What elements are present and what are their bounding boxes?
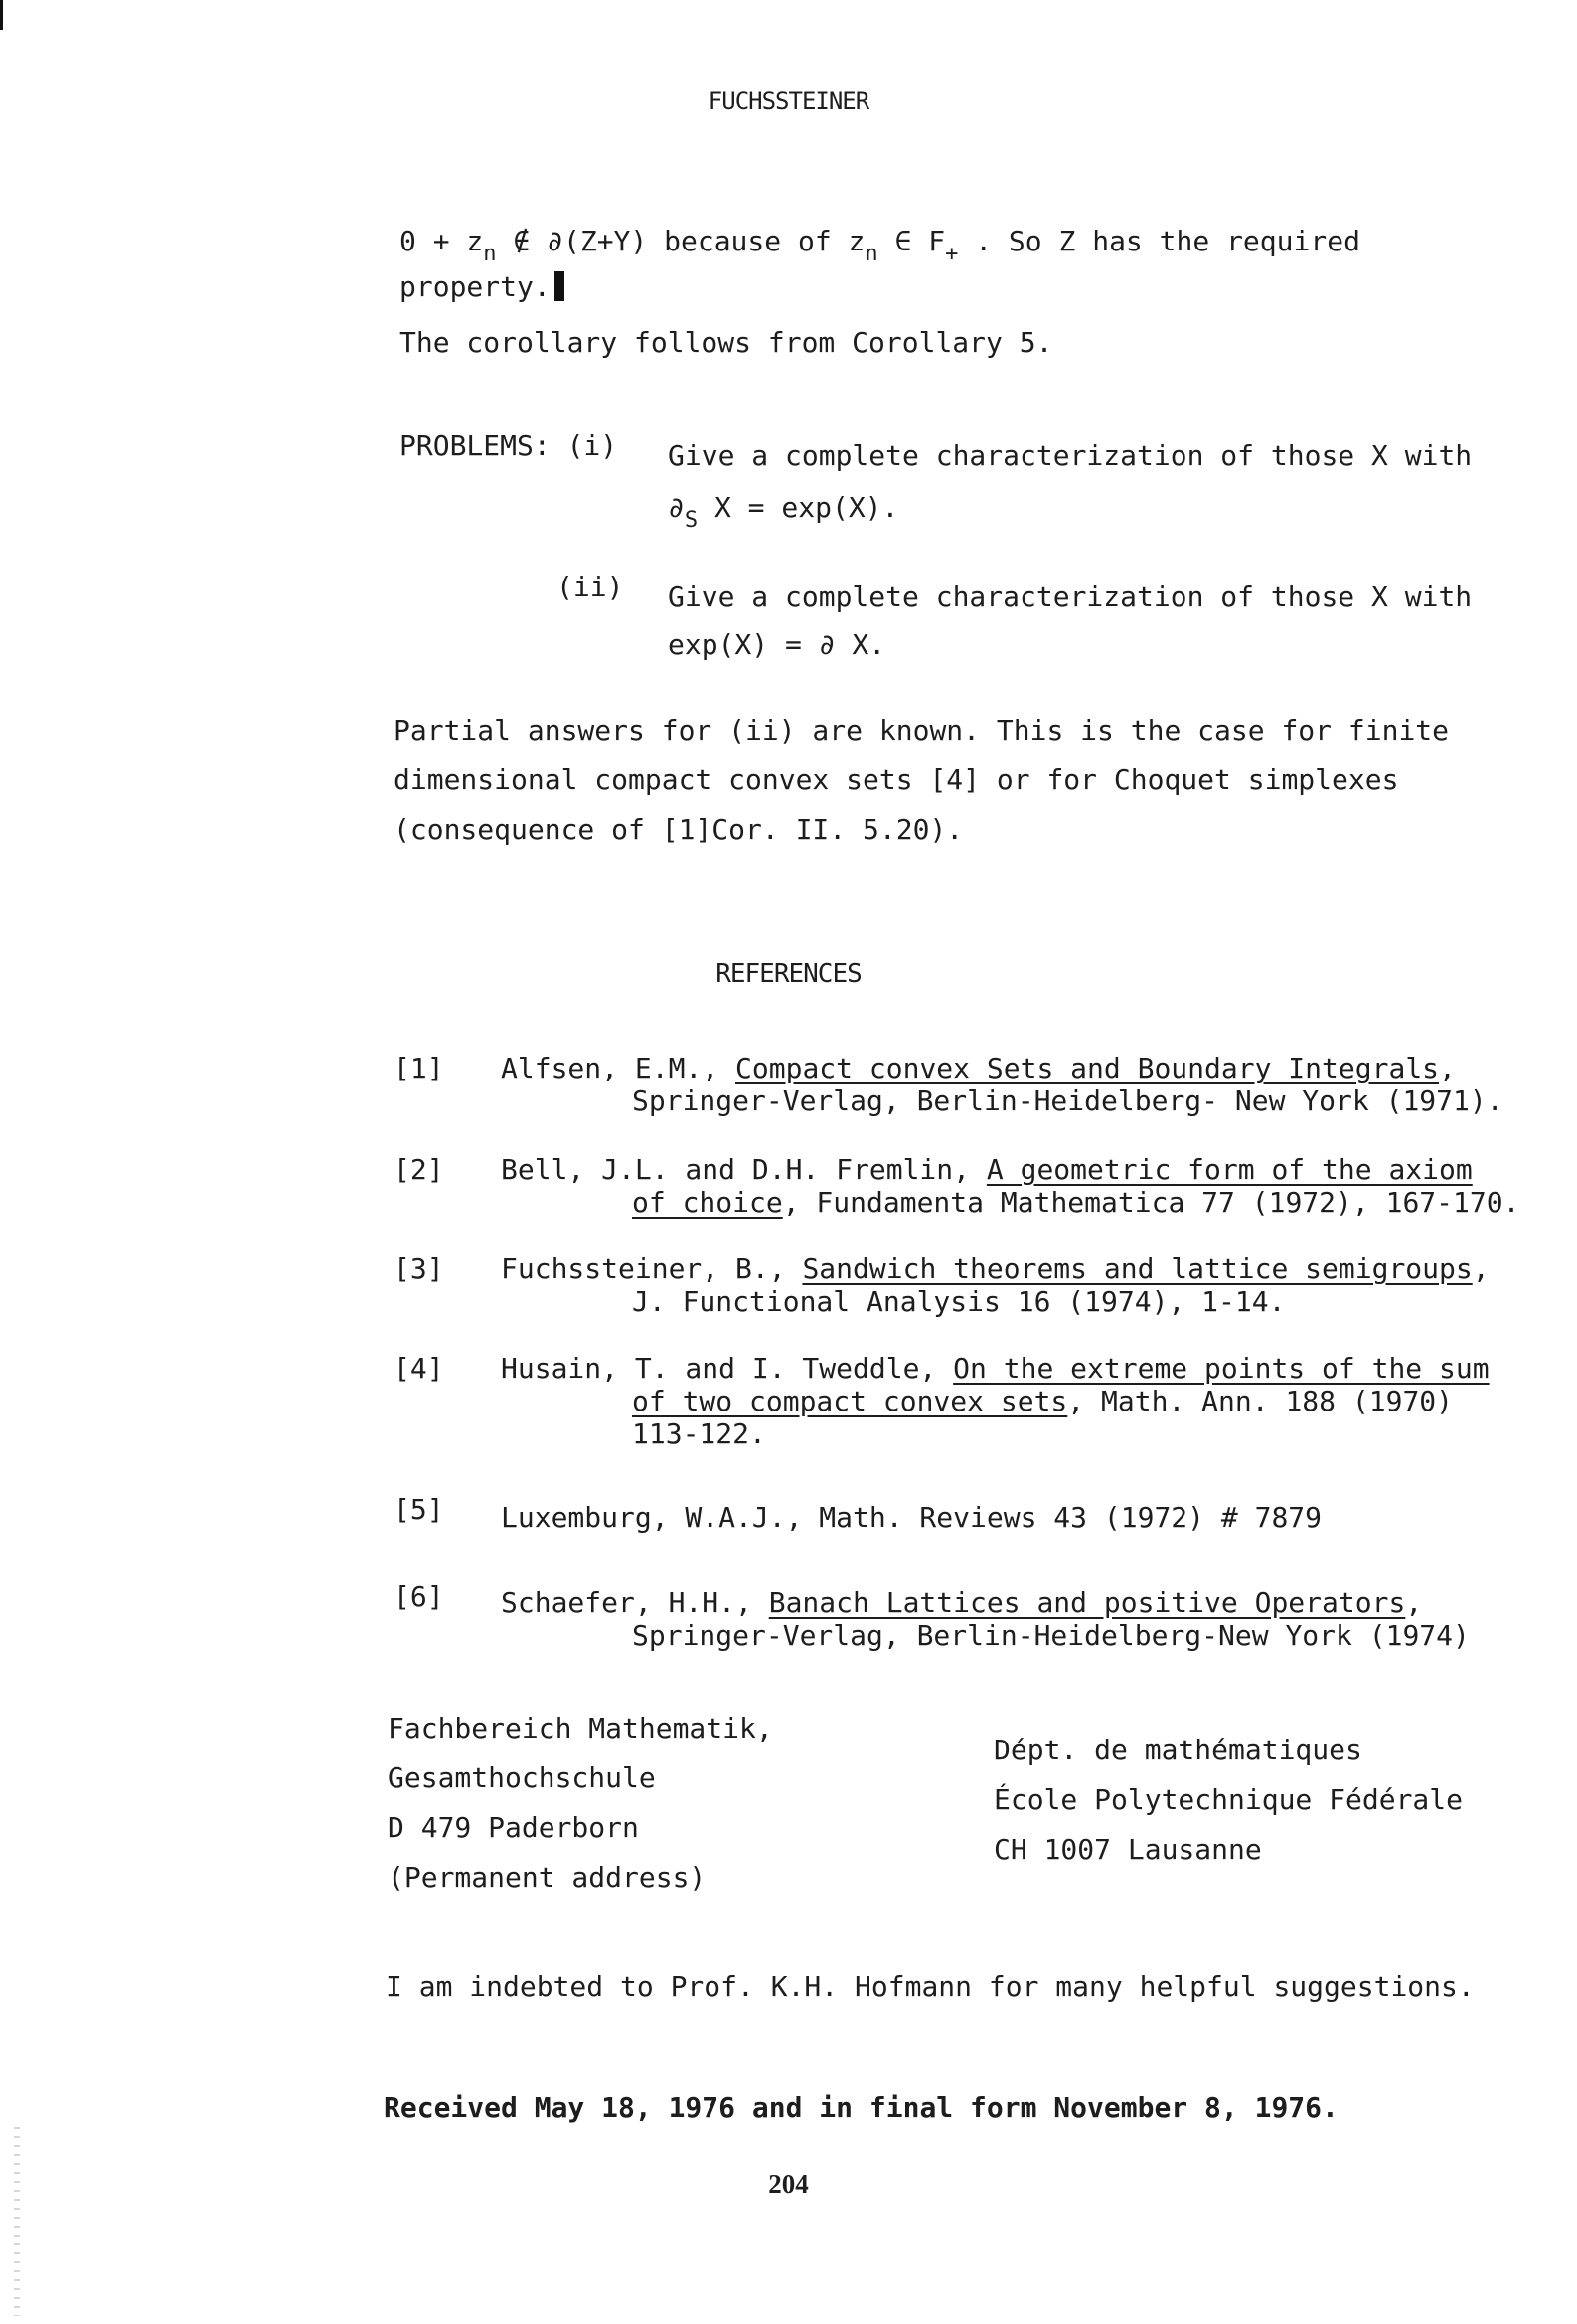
proof-text: property.	[399, 270, 551, 303]
reference-entry-4	[501, 1352, 1490, 1450]
proof-text: . So Z has the required	[958, 225, 1360, 257]
reference-number: [3]	[394, 1252, 444, 1285]
reference-authors: Alfsen, E.M.,	[501, 1052, 736, 1084]
reference-title: Compact convex Sets and Boundary Integrals	[735, 1052, 1440, 1084]
references-heading: REFERENCES	[715, 959, 862, 989]
problem-ii-line-2: exp(X) = ∂ X.	[668, 628, 886, 661]
proof-line-1	[399, 225, 1360, 266]
reference-journal: , Math. Ann. 188 (1970)	[1067, 1385, 1454, 1417]
subscript: S	[684, 508, 699, 533]
address-line: (Permanent address)	[388, 1861, 707, 1894]
proof-text: ∉ ∂(Z+Y) because of z	[496, 225, 866, 257]
subscript: +	[945, 242, 959, 266]
reference-punct: ,	[1439, 1052, 1456, 1084]
reference-title: On the extreme points of the sum	[953, 1352, 1490, 1385]
reference-journal: J. Functional Analysis 16 (1974), 1-14.	[632, 1285, 1286, 1318]
qed-box-icon	[554, 271, 564, 301]
address-line: Gesamthochschule	[388, 1761, 656, 1794]
proof-line-2	[399, 270, 564, 303]
reference-title-continued: of choice	[632, 1186, 783, 1219]
page-number: 204	[768, 2169, 809, 2199]
reference-publisher: Springer-Verlag, Berlin-Heidelberg- New York (1971).	[632, 1084, 1503, 1117]
reference-publisher: Springer-Verlag, Berlin-Heidelberg-New York (1974)	[632, 1619, 1470, 1652]
problem-ii-line-1: Give a complete characterization of those X with	[668, 581, 1473, 613]
address-line: D 479 Paderborn	[388, 1811, 639, 1844]
reference-entry-5	[501, 1501, 1322, 1534]
paragraph-line-2: dimensional compact convex sets [4] or for Choquet simplexes	[394, 763, 1399, 796]
corollary-sentence: The corollary follows from Corollary 5.	[399, 326, 1053, 359]
problem-text: ∂	[668, 491, 685, 524]
reference-title-continued: of two compact convex sets	[632, 1385, 1068, 1417]
subscript: n	[865, 242, 878, 266]
received-dates: Received May 18, 1976 and in final form November 8, 1976.	[384, 2091, 1339, 2124]
reference-entry-3	[501, 1252, 1490, 1318]
proof-text: ∈ F	[877, 225, 946, 257]
reference-entry-2	[501, 1153, 1519, 1219]
paragraph-line-1: Partial answers for (ii) are known. This is the case for finite	[394, 714, 1450, 747]
problem-text: X = exp(X).	[698, 491, 899, 524]
running-head: FUCHSSTEINER	[708, 87, 869, 115]
problems-label: PROBLEMS: (i)	[399, 429, 618, 462]
reference-journal: , Fundamenta Mathematica 77 (1972), 167-170.	[782, 1186, 1520, 1219]
address-line: CH 1007 Lausanne	[994, 1833, 1262, 1866]
problem-i-line-1: Give a complete characterization of those X with	[668, 439, 1473, 472]
reference-number: [2]	[394, 1153, 444, 1186]
address-line: Fachbereich Mathematik,	[388, 1712, 773, 1744]
reference-number: [5]	[394, 1493, 444, 1526]
reference-number: [1]	[394, 1052, 444, 1084]
subscript: n	[483, 242, 497, 266]
reference-pages: 113-122.	[632, 1417, 766, 1450]
reference-authors: Schaefer, H.H.,	[501, 1586, 769, 1619]
reference-authors: Bell, J.L. and D.H. Fremlin,	[501, 1153, 987, 1186]
acknowledgement: I am indebted to Prof. K.H. Hofmann for many helpful suggestions.	[386, 1970, 1475, 2003]
reference-authors: Husain, T. and I. Tweddle,	[501, 1352, 954, 1385]
reference-authors: Luxemburg, W.A.J., Math. Reviews 43 (1972) # 7879	[501, 1501, 1323, 1534]
scan-artifact	[14, 2127, 20, 2316]
reference-punct: ,	[1472, 1252, 1490, 1285]
reference-title: A geometric form of the axiom	[986, 1153, 1473, 1186]
reference-entry-6	[501, 1586, 1470, 1652]
address-paderborn	[388, 1704, 773, 1903]
proof-text: 0 + z	[399, 225, 484, 257]
address-line: Dépt. de mathématiques	[994, 1734, 1362, 1766]
reference-authors: Fuchssteiner, B.,	[501, 1252, 803, 1285]
address-line: École Polytechnique Fédérale	[994, 1783, 1464, 1816]
paragraph-line-3: (consequence of [1]Cor. II. 5.20).	[394, 813, 964, 846]
reference-entry-1	[501, 1052, 1503, 1117]
problem-ii-label: (ii)	[556, 571, 624, 603]
reference-title: Sandwich theorems and lattice semigroups	[802, 1252, 1473, 1285]
address-lausanne	[994, 1726, 1463, 1875]
reference-number: [6]	[394, 1580, 444, 1613]
scan-edge-mark	[0, 0, 3, 30]
problem-i-line-2	[668, 491, 898, 533]
reference-punct: ,	[1405, 1586, 1423, 1619]
reference-number: [4]	[394, 1352, 444, 1385]
reference-title: Banach Lattices and positive Operators	[768, 1586, 1406, 1619]
